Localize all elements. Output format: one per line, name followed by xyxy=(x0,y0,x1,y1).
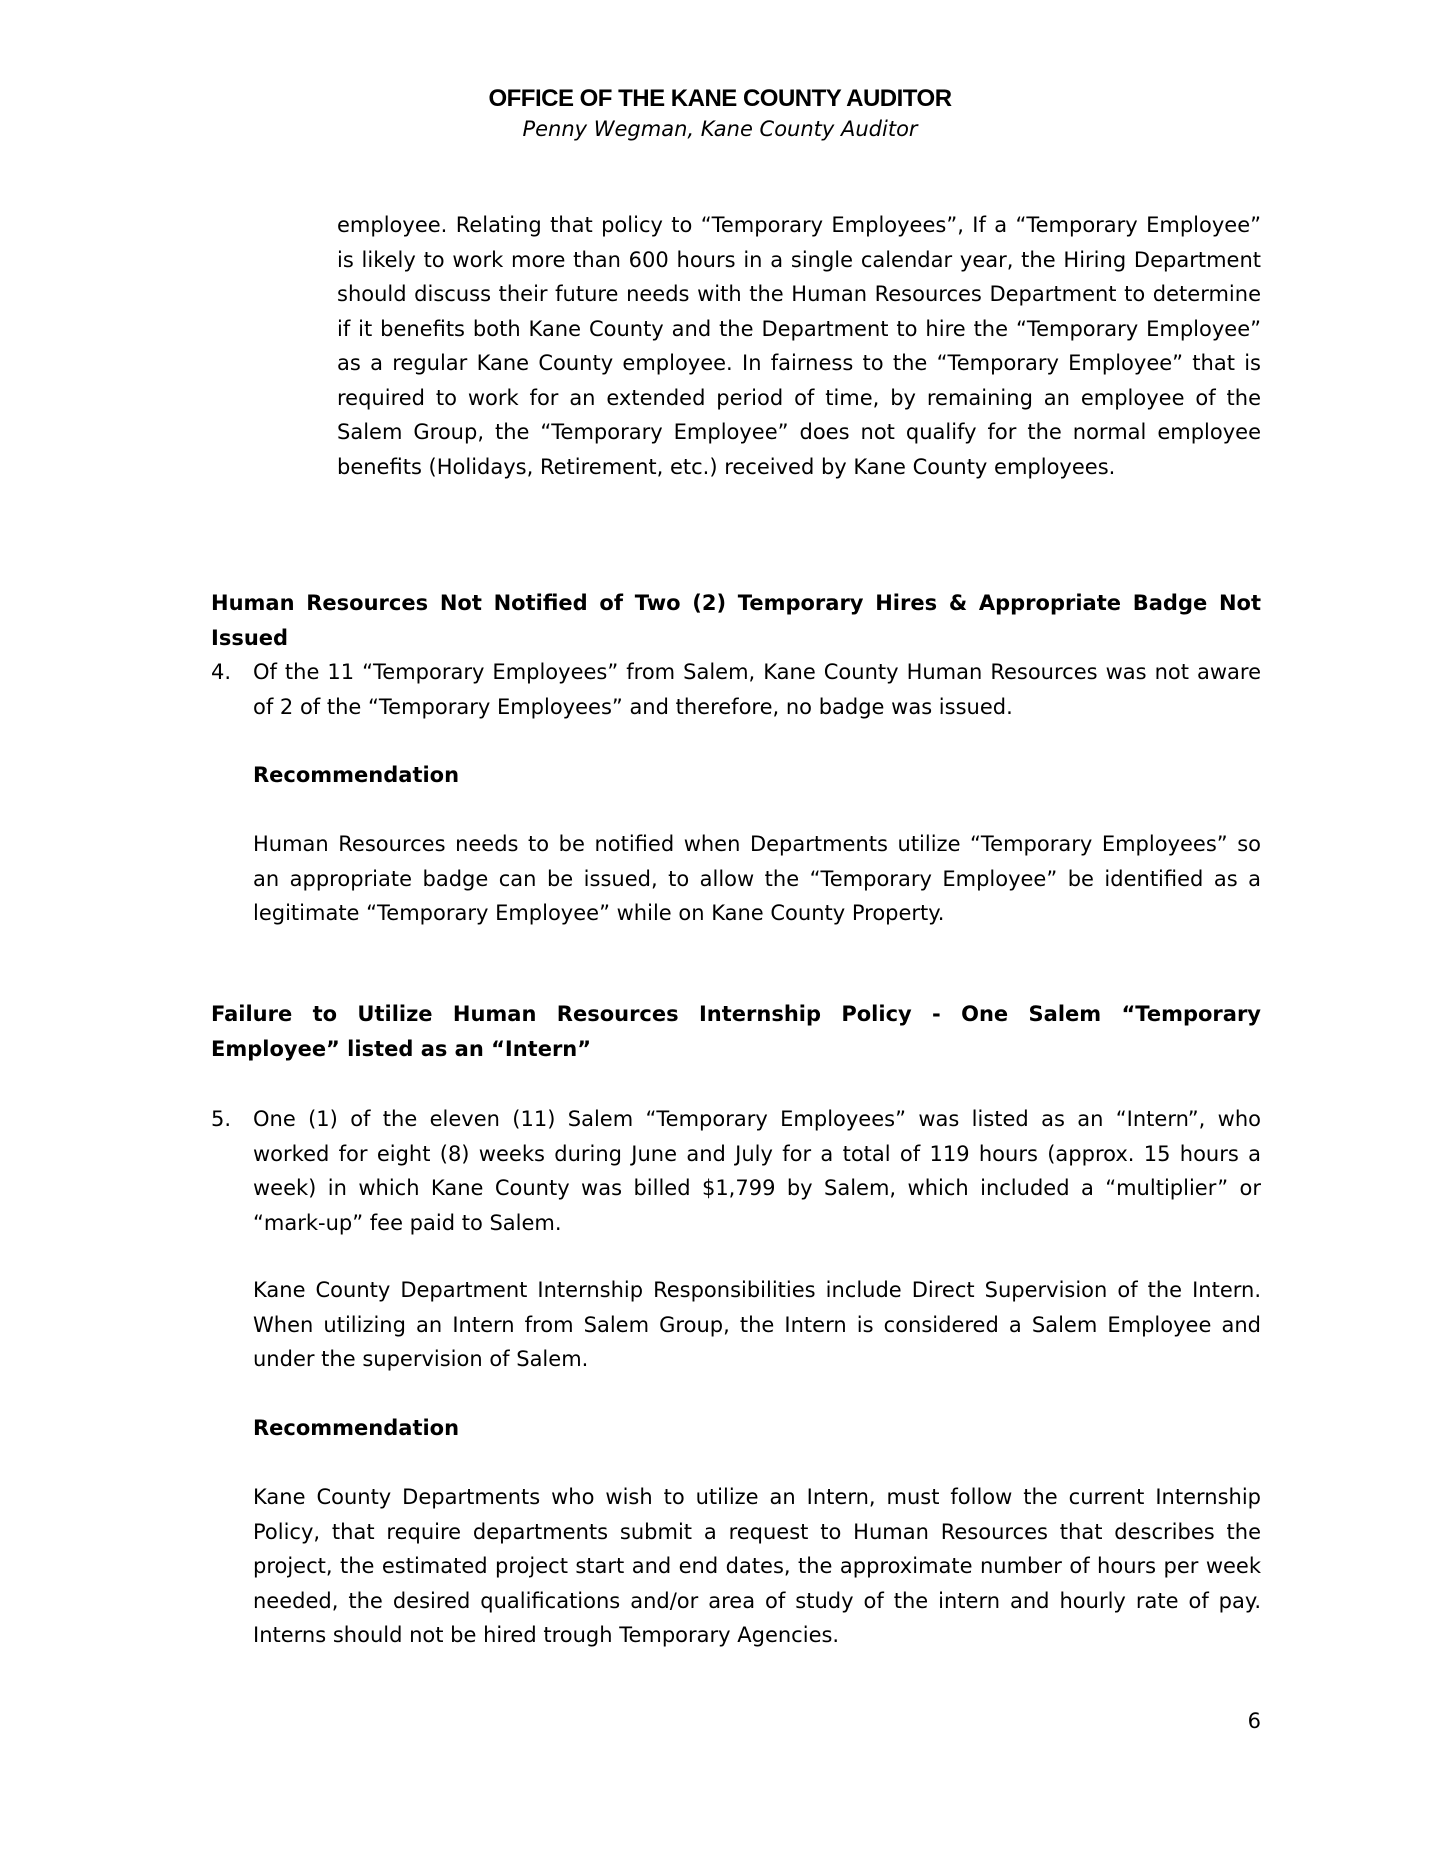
section-heading-badge: Human Resources Not Notified of Two (2) Temporary Hires & Appropriate Badge Not Issued xyxy=(211,591,1261,650)
finding-text-continued: Kane County Department Internship Responsibilities include Direct Supervision of the Intern. When utilizing an Intern from Salem Group, the Intern is considered a Salem Employee and under the supervision of Salem. xyxy=(253,1278,1261,1371)
recommendation-label: Recommendation xyxy=(253,763,460,787)
section-heading-internship: Failure to Utilize Human Resources Internship Policy - One Salem “Temporary Employee” listed as an “Intern” xyxy=(211,1002,1261,1061)
page-header xyxy=(0,84,1440,144)
recommendation-label: Recommendation xyxy=(253,1416,460,1440)
item-number: 5. xyxy=(211,1107,232,1131)
recommendation-text: Kane County Departments who wish to utilize an Intern, must follow the current Internship Policy, that require departments submit a request to Human Resources that describes the project, the estimated project start and end dates, the approximate number of hours per week needed, the desired qualifications and/or area of study of the intern and hourly rate of pay. Interns should not be hired trough Temporary Agencies. xyxy=(253,1485,1261,1647)
finding-text: One (1) of the eleven (11) Salem “Temporary Employees” was listed as an “Intern”, who worked for eight (8) weeks during June and July for a total of 119 hours (approx. 15 hours a week) in which Kane County was billed $1,799 by Salem, which included a “multiplier” or “mark-up” fee paid to Salem. xyxy=(253,1107,1261,1235)
page-number: 6 xyxy=(1247,1709,1261,1733)
item-number: 4. xyxy=(211,660,232,684)
recommendation-text: Human Resources needs to be notified when Departments utilize “Temporary Employees” so an appropriate badge can be issued, to allow the “Temporary Employee” be identified as a legitimate “Temporary Employee” while on Kane County Property. xyxy=(253,832,1261,925)
continuation-paragraph: employee. Relating that policy to “Temporary Employees”, If a “Temporary Employee” is likely to work more than 600 hours in a single calendar year, the Hiring Department should discuss their future needs with the Human Resources Department to determine if it benefits both Kane County and the Department to hire the “Temporary Employee” as a regular Kane County employee. In fairness to the “Temporary Employee” that is required to work for an extended period of time, by remaining an employee of the Salem Group, the “Temporary Employee” does not qualify for the normal employee benefits (Holidays, Retirement, etc.) received by Kane County employees. xyxy=(337,213,1261,479)
auditor-name: Penny Wegman, Kane County Auditor xyxy=(522,117,918,141)
finding-text: Of the 11 “Temporary Employees” from Salem, Kane County Human Resources was not aware of 2 of the “Temporary Employees” and therefore, no badge was issued. xyxy=(253,660,1261,719)
office-title: OFFICE OF THE KANE COUNTY AUDITOR xyxy=(488,85,952,112)
